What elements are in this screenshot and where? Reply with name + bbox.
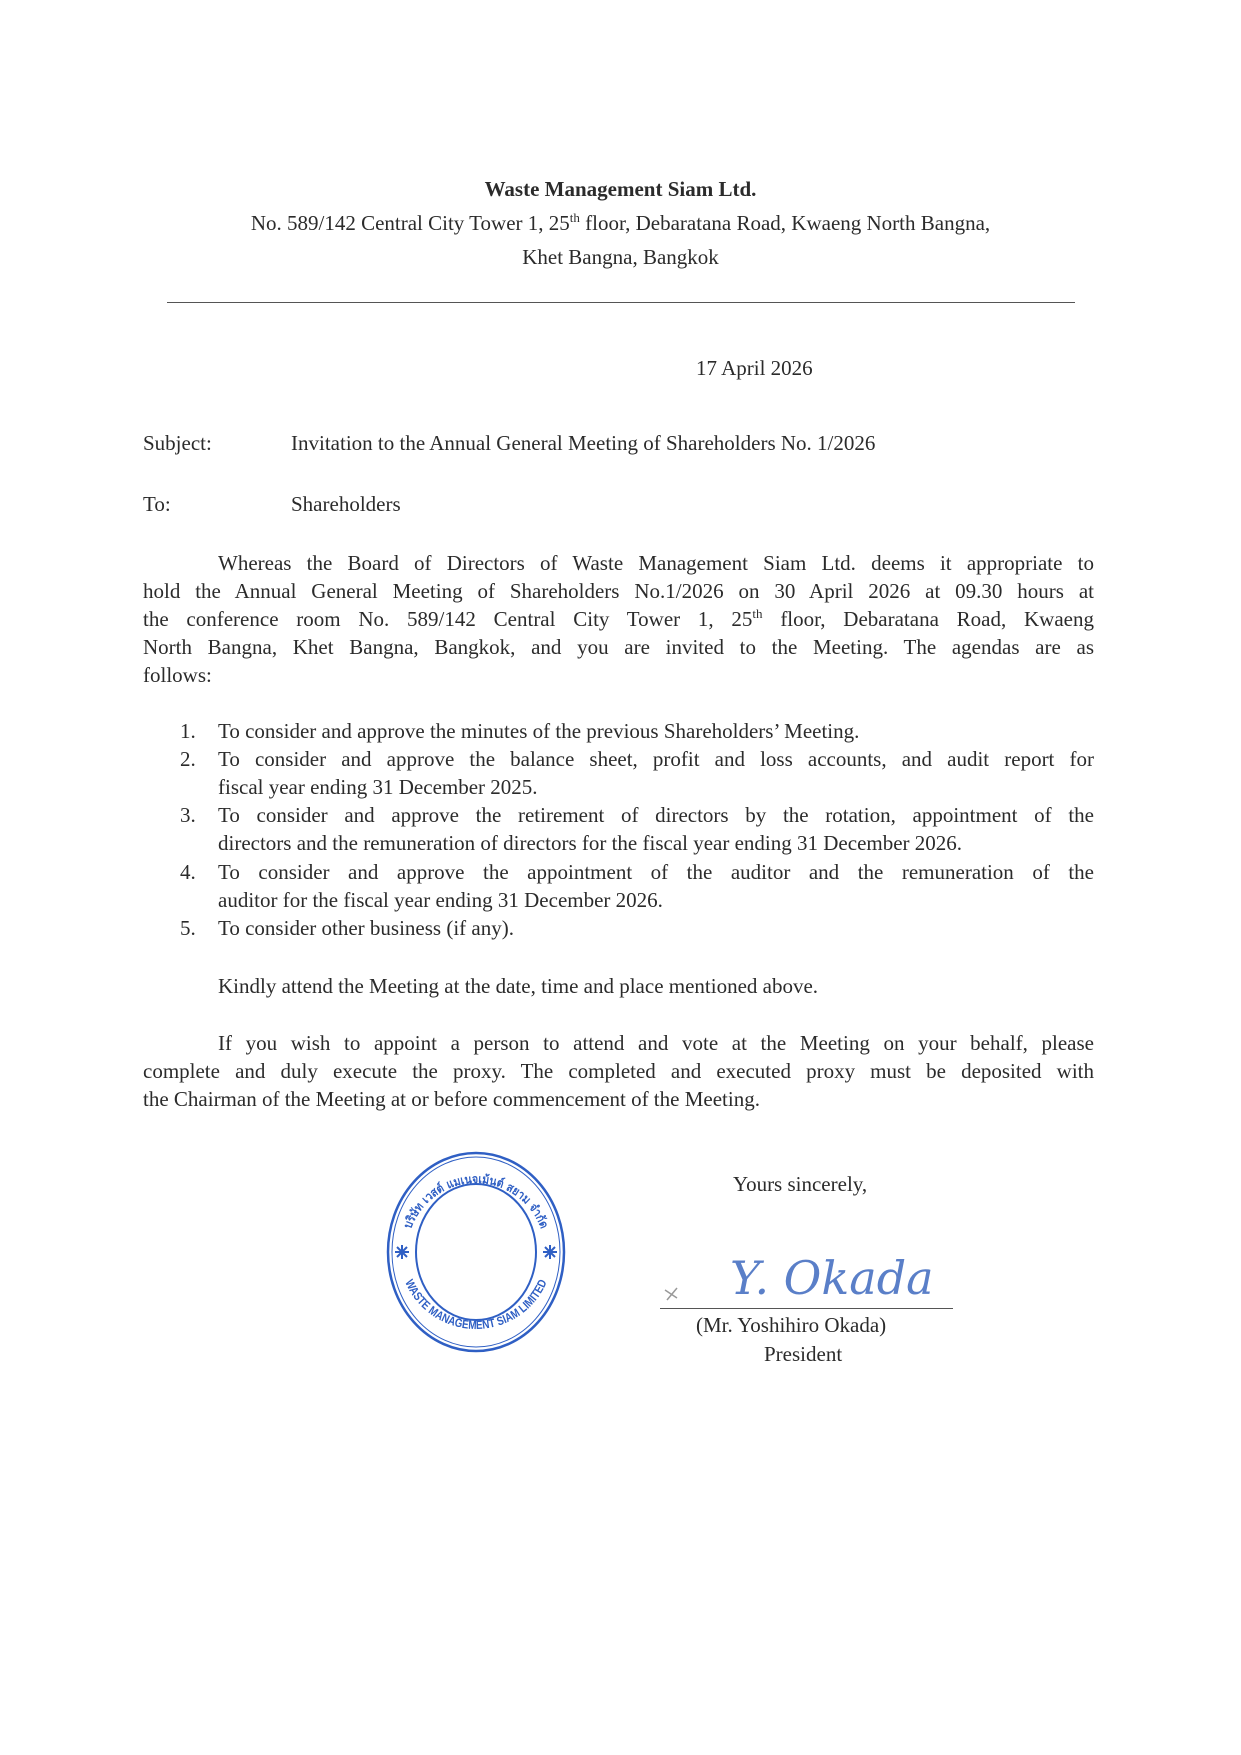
to-label: To: [143, 492, 171, 516]
signatory-title: President [764, 1342, 843, 1366]
signatory-name: (Mr. Yoshihiro Okada) [696, 1313, 887, 1337]
subject-value: Invitation to the Annual General Meeting of Shareholders No. 1/2026 [291, 431, 876, 455]
invitation-paragraph: Whereas the Board of Directors of Waste Management Siam Ltd. deems it appropriate to hold the Annual General Meeting of Shareholders No.1/2026 on 30 April 2026 at 09.30 hours at the conference room No. 589/142 Central City Tower 1, 25th floor, Debaratana Road, Kwaeng North Bangna, Khet Bangna, Bangkok, and you are invited to the Meeting. The agendas are as follows: [143, 551, 1094, 687]
svg-text:WASTE MANAGEMENT SIAM LIMITED: WASTE MANAGEMENT SIAM LIMITED [402, 1275, 551, 1333]
proxy-paragraph: If you wish to appoint a person to attend and vote at the Meeting on your behalf, please complete and duly execute the proxy. The completed and executed proxy must be deposited with the Chairman of the Meeting at or before commencement of the Meeting. [143, 1031, 1094, 1111]
attend-note: Kindly attend the Meeting at the date, time and place mentioned above. [218, 974, 819, 998]
letter-date: 17 April 2026 [696, 356, 813, 380]
to-value: Shareholders [291, 492, 401, 516]
svg-text:บริษัท เวสต์ แมเนจเม้นต์ สยาม: บริษัท เวสต์ แมเนจเม้นต์ สยาม จำกัด [400, 1171, 552, 1232]
header-divider [167, 302, 1075, 303]
signature [655, 1232, 955, 1306]
subject-label: Subject: [143, 431, 212, 455]
signature-mark-icon [665, 1288, 677, 1300]
signature-line [660, 1308, 953, 1309]
address-line-2: Khet Bangna, Bangkok [522, 245, 719, 269]
company-name: Waste Management Siam Ltd. [484, 177, 757, 201]
svg-text:Y. Okada: Y. Okada [730, 1251, 934, 1305]
address-line-1: No. 589/142 Central City Tower 1, 25th floor, Debaratana Road, Kwaeng North Bangna, [250, 210, 991, 235]
closing-salutation: Yours sincerely, [733, 1172, 868, 1196]
company-seal [385, 1150, 567, 1355]
seal-star-icon [395, 1245, 409, 1259]
seal-star-icon [543, 1245, 557, 1259]
